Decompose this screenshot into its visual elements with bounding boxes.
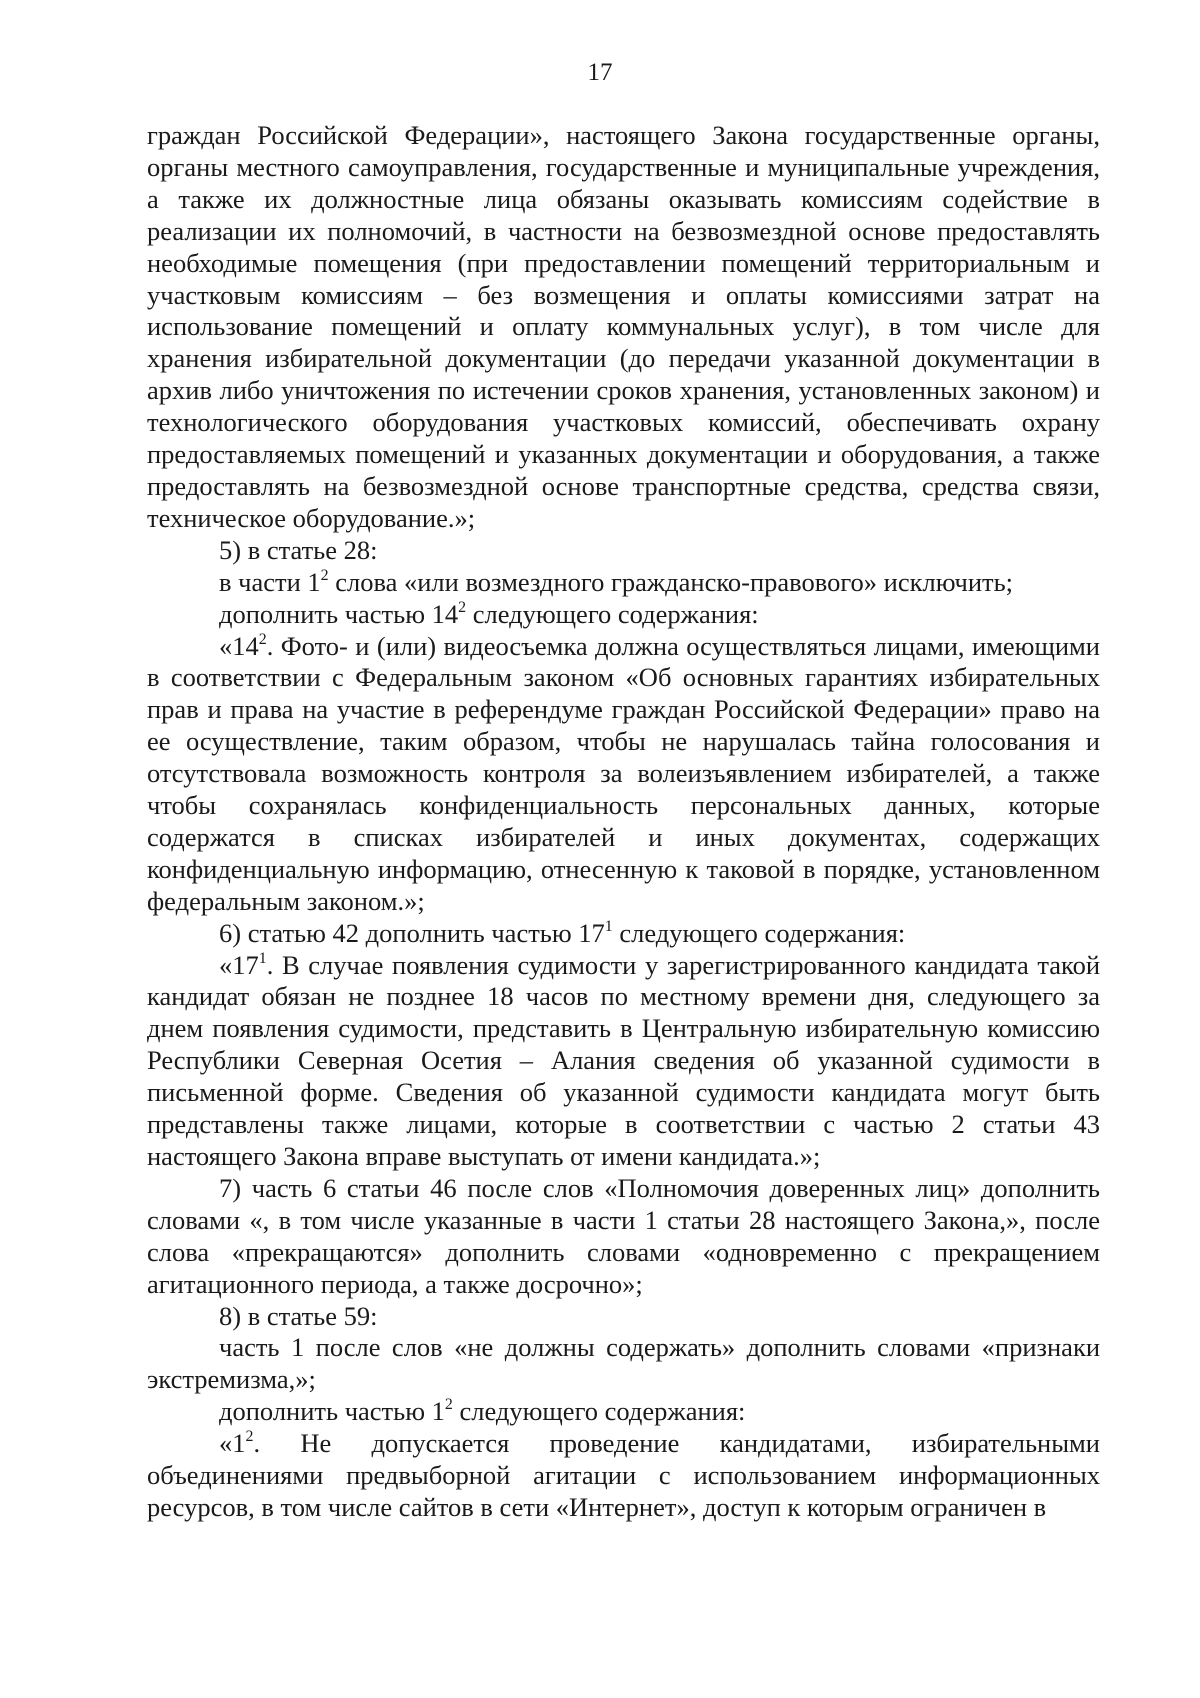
- paragraph-text: 5) в статье 28:: [219, 534, 378, 565]
- paragraph-text: . Фото- и (или) видеосъемка должна осуществляться лицами, имеющими в соответствии с Федеральным законом «Об основных гарантиях избирательных прав и права на участие в референдуме граждан Российской Федерации» право на ее осуществление, таким образом, чтобы не нарушалась тайна голосования и отсутствовала возможность контроля за волеизъявлением избирателей, а также чтобы сохранялась конфиденциальность персональных данных, которые содержатся в списках избирателей и иных документах, содержащих конфиденциальную информацию, отнесенную к таковой в порядке, установленном федеральным законом.»;: [147, 630, 1100, 916]
- paragraph: [147, 1173, 1100, 1301]
- paragraph: [147, 1396, 1100, 1428]
- paragraph-text: граждан Российской Федерации», настоящего Закона государственные органы, органы местного самоуправления, государственные и муниципальные учреждения, а также их должностные лица обязаны оказывать комиссиям содействие в реализации их полномочий, в частности на безвозмездной основе предоставлять необходимые помещения (при предоставлении помещений территориальным и участковым комиссиям – без возмещения и оплаты комиссиями затрат на использование помещений и оплату коммунальных услуг), в том числе для хранения избирательной документации (до передачи указанной документации в архив либо уничтожения по истечении сроков хранения, установленных законом) и технологического оборудования участковых комиссий, обеспечивать охрану предоставляемых помещений и указанных документации и оборудования, а также предоставлять на безвозмездной основе транспортные средства, средства связи, техническое оборудование.»;: [147, 120, 1100, 533]
- paragraph-text: «1: [219, 1428, 246, 1459]
- paragraph: [147, 1332, 1100, 1396]
- paragraph: [147, 631, 1100, 918]
- paragraph-text: слова «или возмездного гражданско-правового» исключить;: [328, 566, 1014, 597]
- paragraph-text: «14: [219, 630, 259, 661]
- page-number: 17: [587, 59, 613, 86]
- paragraph-text: 6) статью 42 дополнить частью 17: [219, 917, 605, 948]
- paragraph: [147, 950, 1100, 1173]
- paragraph: [147, 1301, 1100, 1333]
- superscript-index: 2: [320, 566, 329, 584]
- paragraph-text: . Не допускается проведение кандидатами, избирательными объединениями предвыборной агитации с использованием информационных ресурсов, в том числе сайтов в сети «Интернет», доступ к которым ограничен в: [147, 1428, 1100, 1522]
- paragraph-text: дополнить частью 14: [219, 598, 459, 629]
- paragraph-text: следующего содержания:: [612, 917, 906, 948]
- paragraph: [147, 567, 1100, 599]
- superscript-index: 2: [444, 1396, 453, 1414]
- superscript-index: 1: [604, 917, 613, 935]
- superscript-index: 1: [258, 949, 267, 967]
- paragraph-text: . В случае появления судимости у зарегистрированного кандидата такой кандидат обязан не позднее 18 часов по местному времени дня, следующего за днем появления судимости, представить в Центральную избирательную комиссию Республики Северная Осетия – Алания сведения об указанной судимости в письменной форме. Сведения об указанной судимости кандидата могут быть представлены также лицами, которые в соответствии с частью 2 статьи 43 настоящего Закона вправе выступать от имени кандидата.»;: [147, 949, 1100, 1171]
- paragraph: [147, 918, 1100, 950]
- paragraph-text: дополнить частью 1: [219, 1396, 445, 1427]
- document-body: [147, 120, 1100, 1524]
- superscript-index: 2: [458, 598, 467, 616]
- superscript-index: 2: [245, 1428, 254, 1446]
- paragraph-text: 8) в статье 59:: [219, 1300, 378, 1331]
- superscript-index: 2: [258, 630, 267, 648]
- paragraph: [147, 1428, 1100, 1524]
- paragraph-text: в части 1: [219, 566, 321, 597]
- paragraph: [147, 535, 1100, 567]
- paragraph: [147, 599, 1100, 631]
- paragraph-text: следующего содержания:: [452, 1396, 746, 1427]
- paragraph-text: 7) часть 6 статьи 46 после слов «Полномочия доверенных лиц» дополнить словами «, в том числе указанные в части 1 статьи 28 настоящего Закона,», после слова «прекращаются» дополнить словами «одновременно с прекращением агитационного периода, а также досрочно»;: [147, 1172, 1100, 1299]
- paragraph-text: следующего содержания:: [466, 598, 759, 629]
- paragraph-text: часть 1 после слов «не должны содержать» дополнить словами «признаки экстремизма,»;: [147, 1332, 1100, 1395]
- paragraph-text: «17: [219, 949, 259, 980]
- paragraph: [147, 120, 1100, 535]
